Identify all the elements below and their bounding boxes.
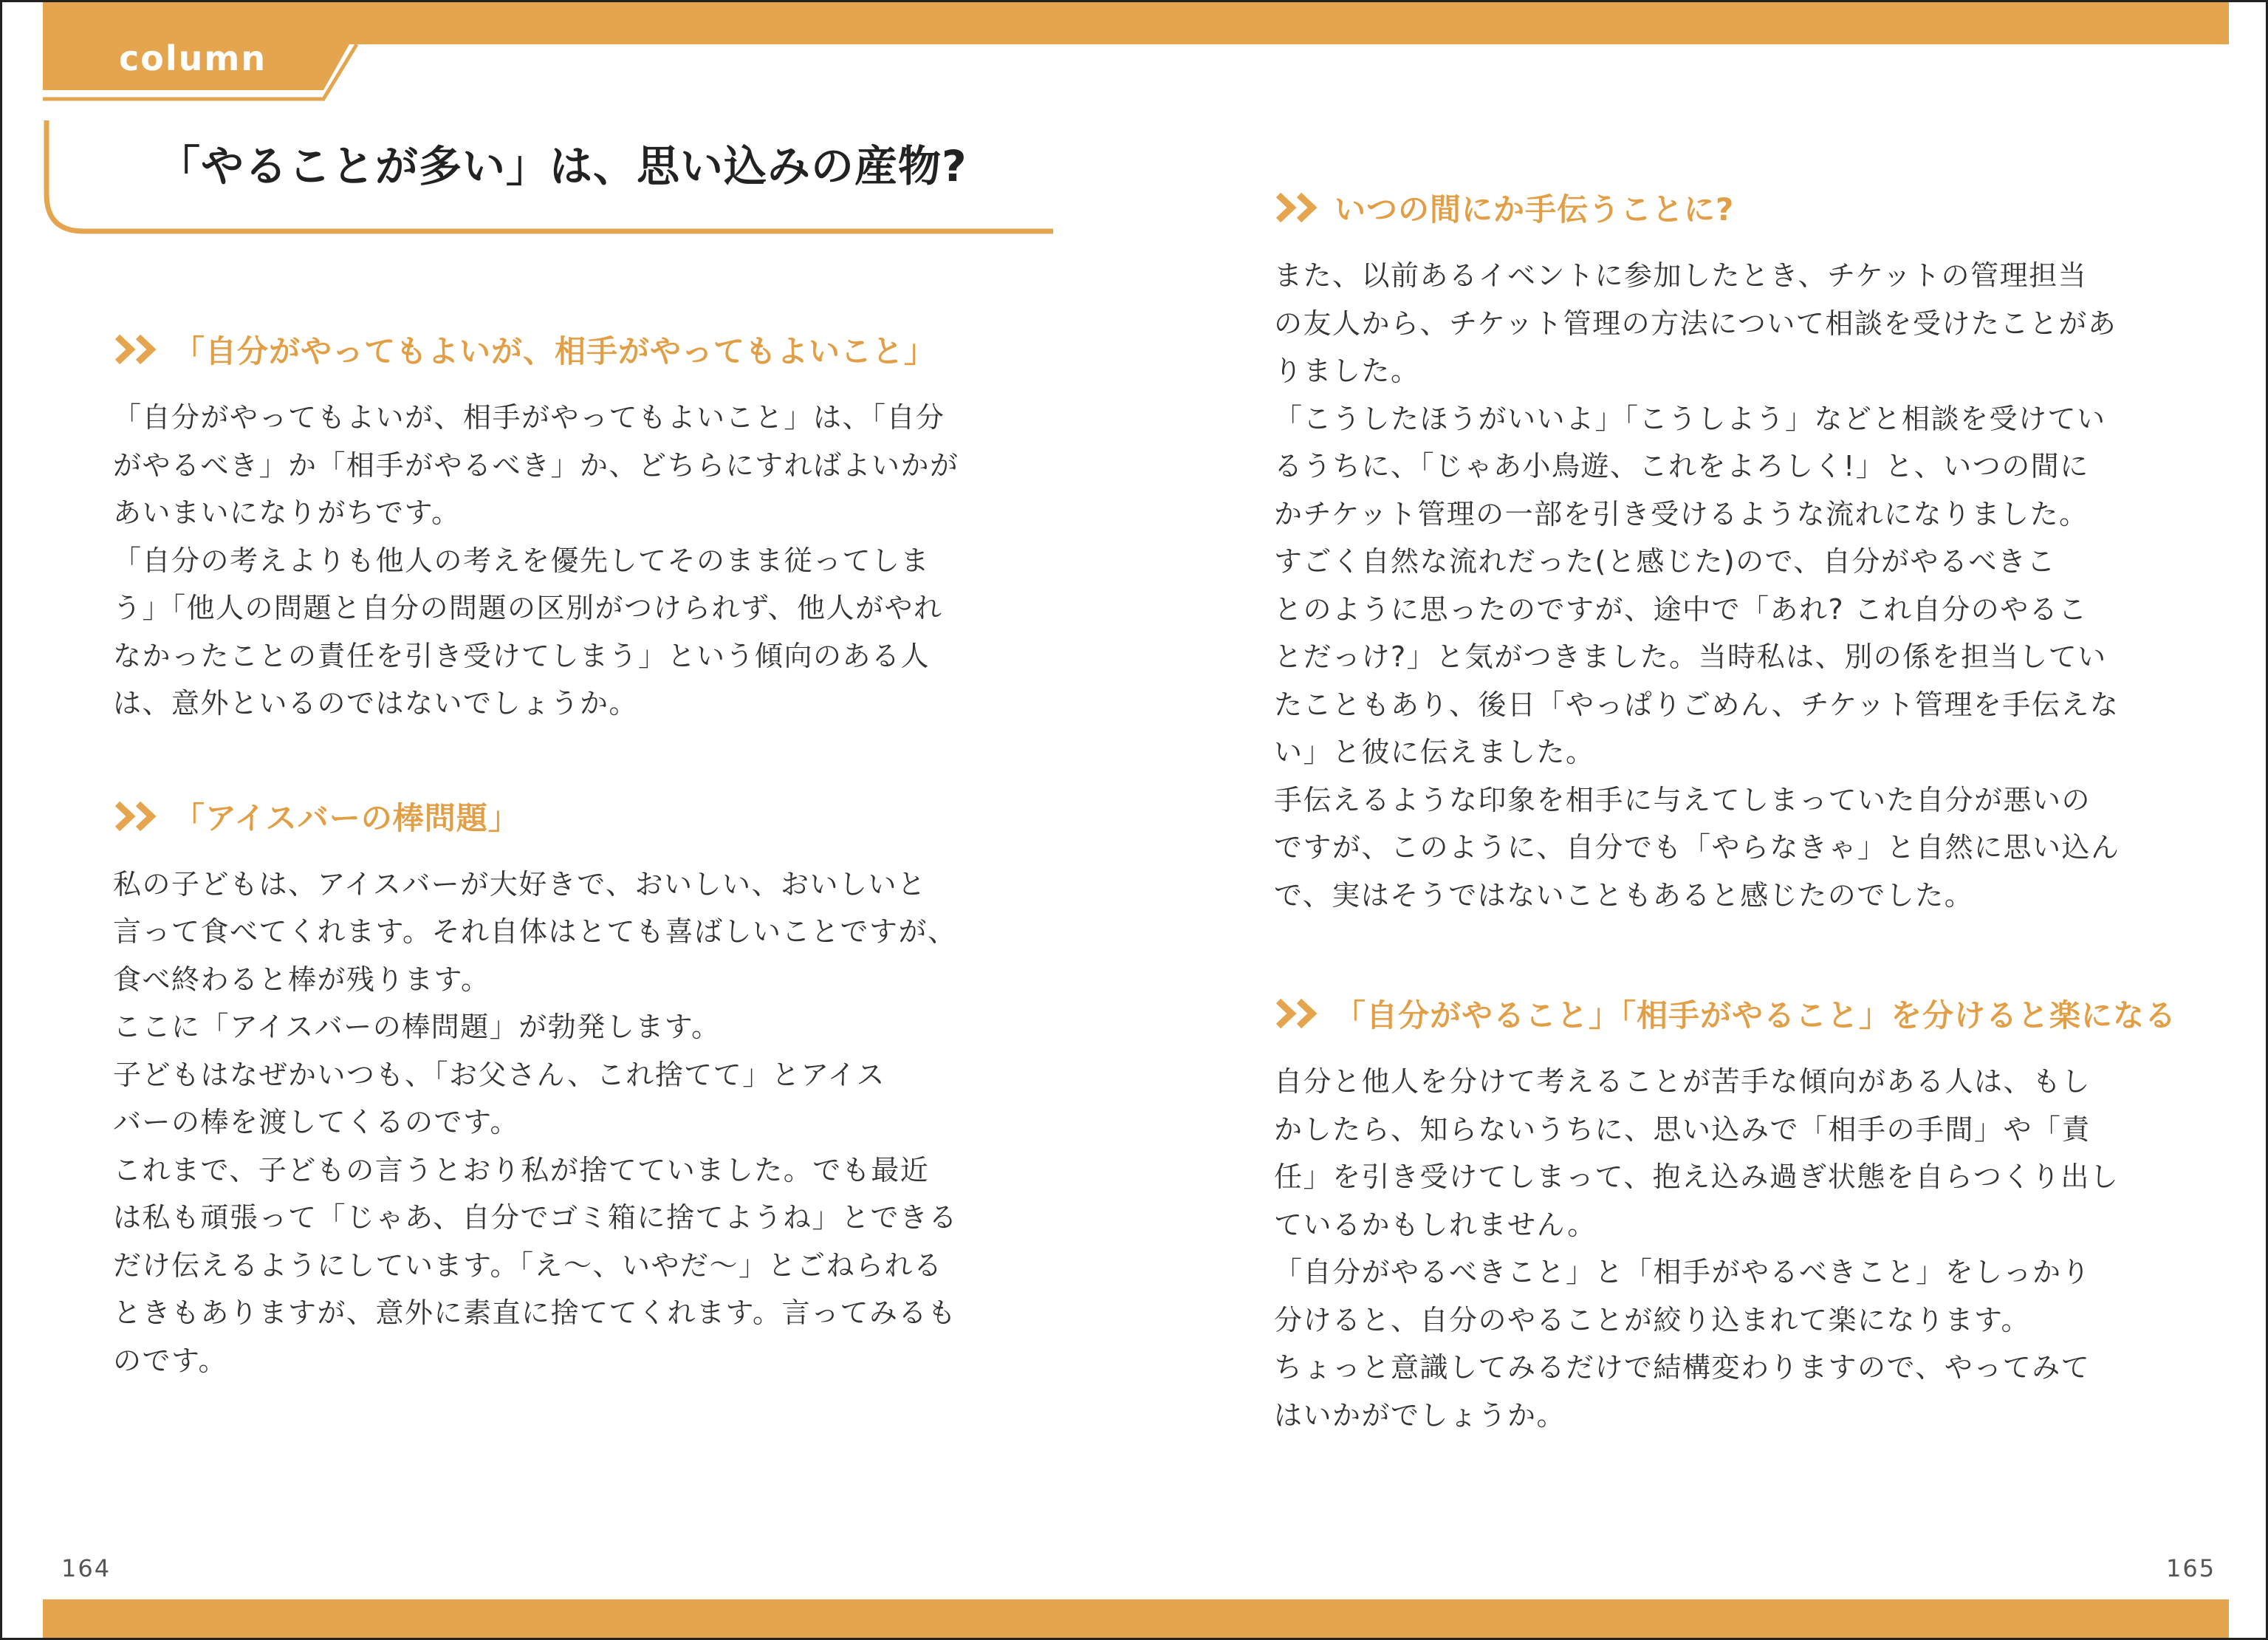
body-line: い」と彼に伝えました。 (1274, 736, 1595, 768)
right-page-column (1274, 178, 2177, 1439)
double-chevron-right-icon (113, 331, 163, 368)
body-line: ですが、このように、自分でも「やらなきゃ」と自然に思い込ん (1274, 831, 2120, 864)
body-line: は、意外といるのではないでしょうか。 (113, 687, 639, 720)
body-line: 言って食べてくれます。それ自体はとても喜ばしいことですが、 (113, 915, 957, 948)
body-line: はいかがでしょうか。 (1274, 1398, 1566, 1432)
body-line: 食べ終わると棒が残ります。 (113, 963, 490, 996)
body-line: とのように思ったのですが、途中で「あれ? これ自分のやるこ (1274, 592, 2088, 626)
body-line: あいまいになりがちです。 (113, 496, 461, 529)
body-line: ときもありますが、意外に素直に捨ててくれます。言ってみるも (113, 1296, 957, 1329)
section-heading (113, 787, 1007, 846)
body-line: 「自分がやってもよいが、相手がやってもよいこと」は、「自分 (113, 401, 945, 434)
section-heading-text: いつの間にか手伝うことに? (1335, 191, 1735, 228)
section-body (1274, 1058, 2168, 1439)
body-line: 分けると、自分のやることが絞り込まれて楽になります。 (1274, 1303, 2030, 1336)
left-page-column (113, 320, 1007, 1384)
section-heading (1274, 178, 2168, 237)
body-line: たこともあり、後日「やっぱりごめん、チケット管理を手伝えな (1274, 688, 2120, 721)
double-chevron-right-icon (1274, 995, 1324, 1032)
body-line: う」「他人の問題と自分の問題の区別がつけられず、他人がやれ (113, 592, 943, 624)
body-line: 「自分がやるべきこと」と「相手がやるべきこと」をしっかり (1274, 1256, 2091, 1288)
body-line: ちょっと意識してみるだけで結構変わりますので、やってみて (1274, 1351, 2091, 1384)
body-line: りました。 (1274, 355, 1420, 387)
double-chevron-right-icon (1274, 189, 1324, 226)
body-line: は私も頑張って「じゃあ、自分でゴミ箱に捨てようね」とできる (113, 1201, 958, 1234)
column-tab-label: column (119, 38, 267, 78)
body-line: とだっけ?」と気がつきました。当時私は、別の係を担当してい (1274, 640, 2107, 673)
body-line: 自分と他人を分けて考えることが苦手な傾向がある人は、もし (1274, 1065, 2091, 1098)
body-line: 子どもはなぜかいつも、「お父さん、これ捨てて」とアイス (113, 1058, 885, 1091)
section-heading (113, 320, 1007, 379)
body-line: 「自分の考えよりも他人の考えを優先してそのまま従ってしま (113, 544, 931, 577)
section-body (113, 394, 1007, 728)
section-body (1274, 252, 2168, 919)
section-icebar-stick (113, 787, 1007, 1385)
section-separate-tasks (1274, 984, 2177, 1439)
body-line: ここに「アイスバーの棒問題」が勃発します。 (113, 1011, 721, 1043)
body-line: で、実はそうではないこともあると感じたのでした。 (1274, 878, 1974, 912)
section-body (113, 861, 1007, 1385)
body-line: また、以前あるイベントに参加したとき、チケットの管理担当 (1274, 259, 2088, 292)
body-line: の友人から、チケット管理の方法について相談を受けたことがあ (1274, 307, 2117, 340)
section-helping-unnoticed (1274, 178, 2168, 919)
body-line: 「こうしたほうがいいよ」「こうしよう」などと相談を受けてい (1274, 402, 2106, 435)
body-line: これまで、子どもの言うとおり私が捨てていました。でも最近 (113, 1153, 930, 1186)
double-chevron-right-icon (113, 798, 163, 835)
section-heading-text: 「自分がやること」「相手がやること」を分けると楽になる (1335, 997, 2177, 1033)
page-title: 「やることが多い」は、思い込みの産物? (157, 141, 967, 191)
body-line: 手伝えるような印象を相手に与えてしまっていた自分が悪いの (1274, 783, 2091, 816)
section-heading-text: 「アイスバーの棒問題」 (174, 799, 520, 836)
body-line: ているかもしれません。 (1274, 1208, 1597, 1241)
body-line: なかったことの責任を引き受けてしまう」という傾向のある人 (113, 639, 931, 672)
body-line: のです。 (113, 1344, 227, 1377)
section-heading-text: 「自分がやってもよいが、相手がやってもよいこと」 (174, 333, 936, 369)
bottom-accent-bar (43, 1599, 2229, 1640)
body-line: バーの棒を渡してくるのです。 (113, 1106, 519, 1138)
body-line: がやるべき」か「相手がやるべき」か、どちらにすればよいかが (113, 448, 959, 482)
body-line: すごく自然な流れだった(と感じた)ので、自分がやるべきこ (1274, 545, 2056, 578)
top-accent-bar (43, 2, 2229, 44)
section-heading (1274, 984, 2177, 1043)
body-line: 私の子どもは、アイスバーが大好きで、おいしい、おいしいと (113, 867, 927, 901)
body-line: かチケット管理の一部を引き受けるような流れになりました。 (1274, 497, 2089, 530)
body-line: かしたら、知らないうちに、思い込みで「相手の手間」や「責 (1274, 1113, 2091, 1146)
body-line: 任」を引き受けてしまって、抱え込み過ぎ状態を自らつくり出し (1274, 1161, 2120, 1193)
page-number-right: 165 (2166, 1554, 2216, 1582)
body-line: るうちに、「じゃあ小鳥遊、これをよろしく!」と、いつの間に (1274, 450, 2089, 482)
body-line: だけ伝えるようにしています。「え〜、いやだ〜」とごねられる (113, 1248, 943, 1282)
section-shared-task (113, 320, 1007, 728)
page-number-left: 164 (61, 1554, 112, 1582)
